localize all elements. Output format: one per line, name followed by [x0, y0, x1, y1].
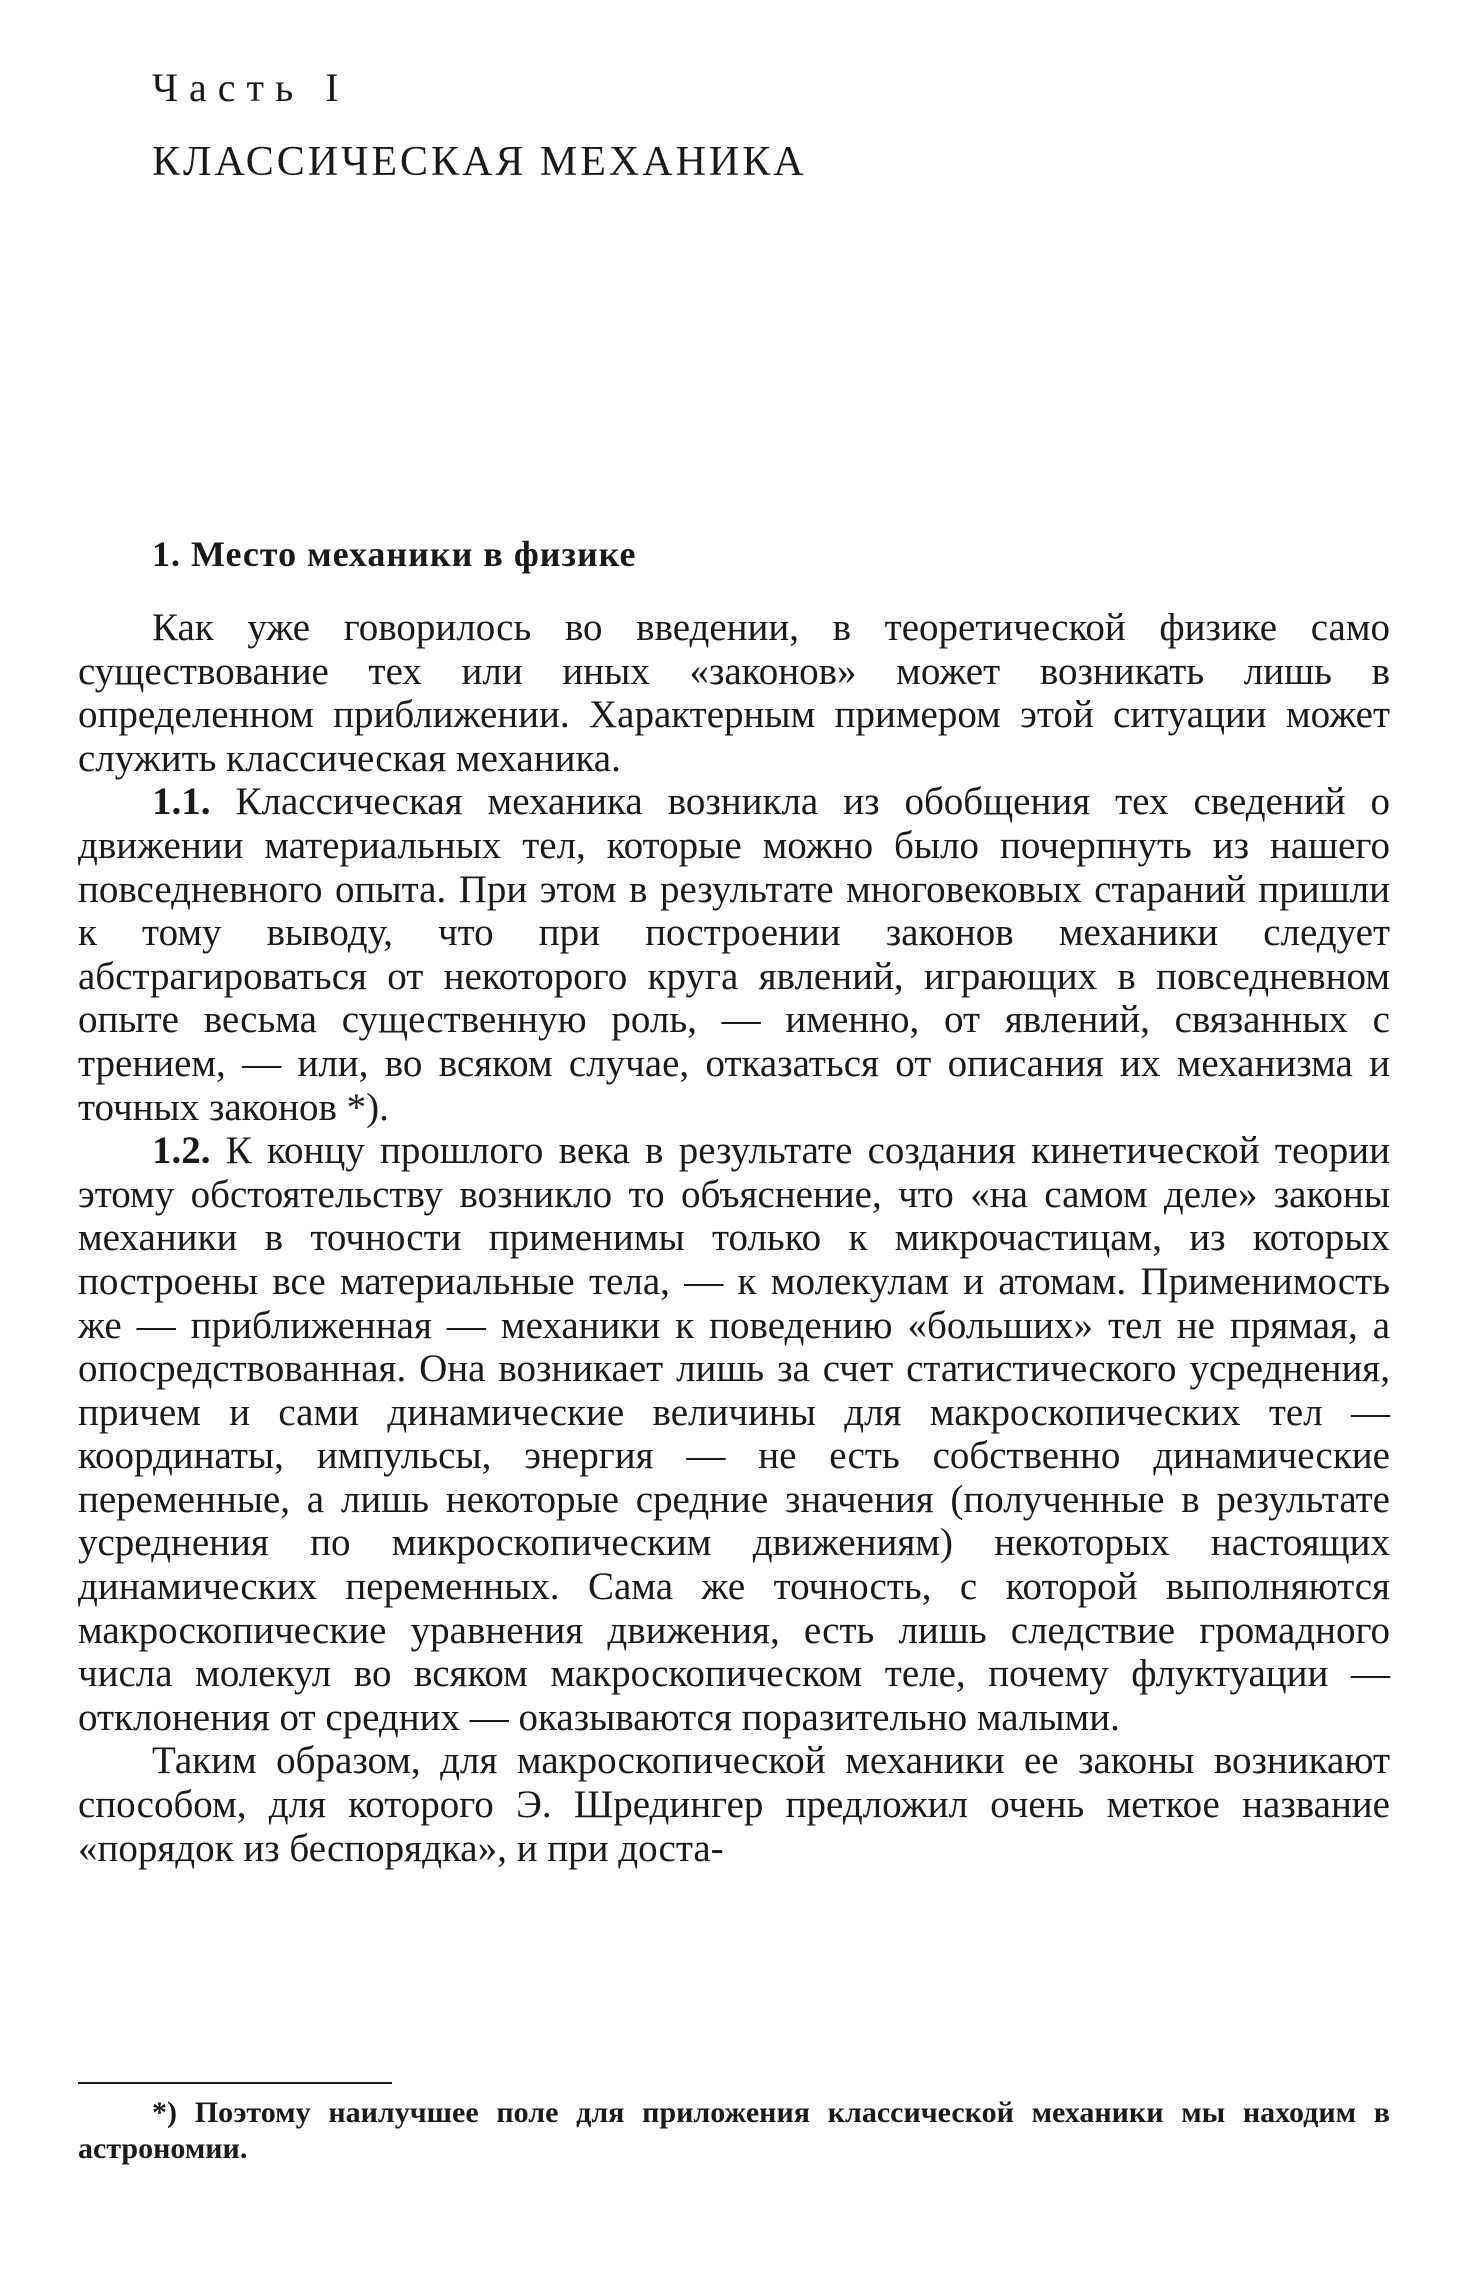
- paragraph-1-1: [78, 780, 1390, 1129]
- section-title: 1. Место механики в физике: [152, 534, 637, 574]
- paragraph-text: Как уже говорилось во введении, в теоретической физике само существование тех или иных «законов» может возникать лишь в определенном приближении. Характерным примером этой ситуации может служить классическая механика.: [78, 606, 1390, 780]
- paragraph-number: 1.2.: [152, 1129, 211, 1173]
- paragraph-conclusion: [78, 1739, 1390, 1870]
- body-text: [78, 606, 1390, 1870]
- paragraph-intro: [78, 606, 1390, 780]
- footnote: *) Поэтому наилучшее поле для приложения классической механики мы находим в астрономии.: [78, 2096, 1390, 2165]
- paragraph-text: К концу прошлого века в результате создания кинетической теории этому обстоятельству возникло то объяснение, что «на самом деле» законы механики в точности применимы только к микрочастицам, из которых построены все материальные тела, — к молекулам и атомам. Применимость же — приближенная — механики к поведению «больших» тел не прямая, а опосредствованная. Она возникает лишь за счет статистического усреднения, причем и сами динамические величины для макроскопических тел — координаты, импульсы, энергия — не есть собственно динамические переменные, а лишь некоторые средние значения (полученные в результате усреднения по микроскопическим движениям) некоторых настоящих динамических переменных. Сама же точность, с которой выполняются макроскопические уравнения движения, есть лишь следствие громадного числа молекул во всяком макроскопическом теле, почему флуктуации — отклонения от средних — оказываются поразительно малыми.: [78, 1129, 1390, 1739]
- part-label: Часть I: [152, 65, 350, 110]
- paragraph-1-2: [78, 1129, 1390, 1739]
- paragraph-text: Таким образом, для макроскопической механики ее законы возникают способом, для которого Э. Шредингер предложил очень меткое название «порядок из беспорядка», и при доста-: [78, 1739, 1390, 1870]
- paragraph-number: 1.1.: [152, 780, 211, 824]
- footnote-separator: [78, 2082, 392, 2084]
- part-title: КЛАССИЧЕСКАЯ МЕХАНИКА: [152, 139, 807, 185]
- paragraph-text: Классическая механика возникла из обобщения тех сведений о движении материальных тел, которые можно было почерпнуть из нашего повседневного опыта. При этом в результате многовековых стараний пришли к тому выводу, что при построении законов механики следует абстрагироваться от некоторого круга явлений, играющих в повседневном опыте весьма существенную роль, — именно, от явлений, связанных с трением, — или, во всяком случае, отказаться от описания их механизма и точных законов *).: [78, 780, 1390, 1129]
